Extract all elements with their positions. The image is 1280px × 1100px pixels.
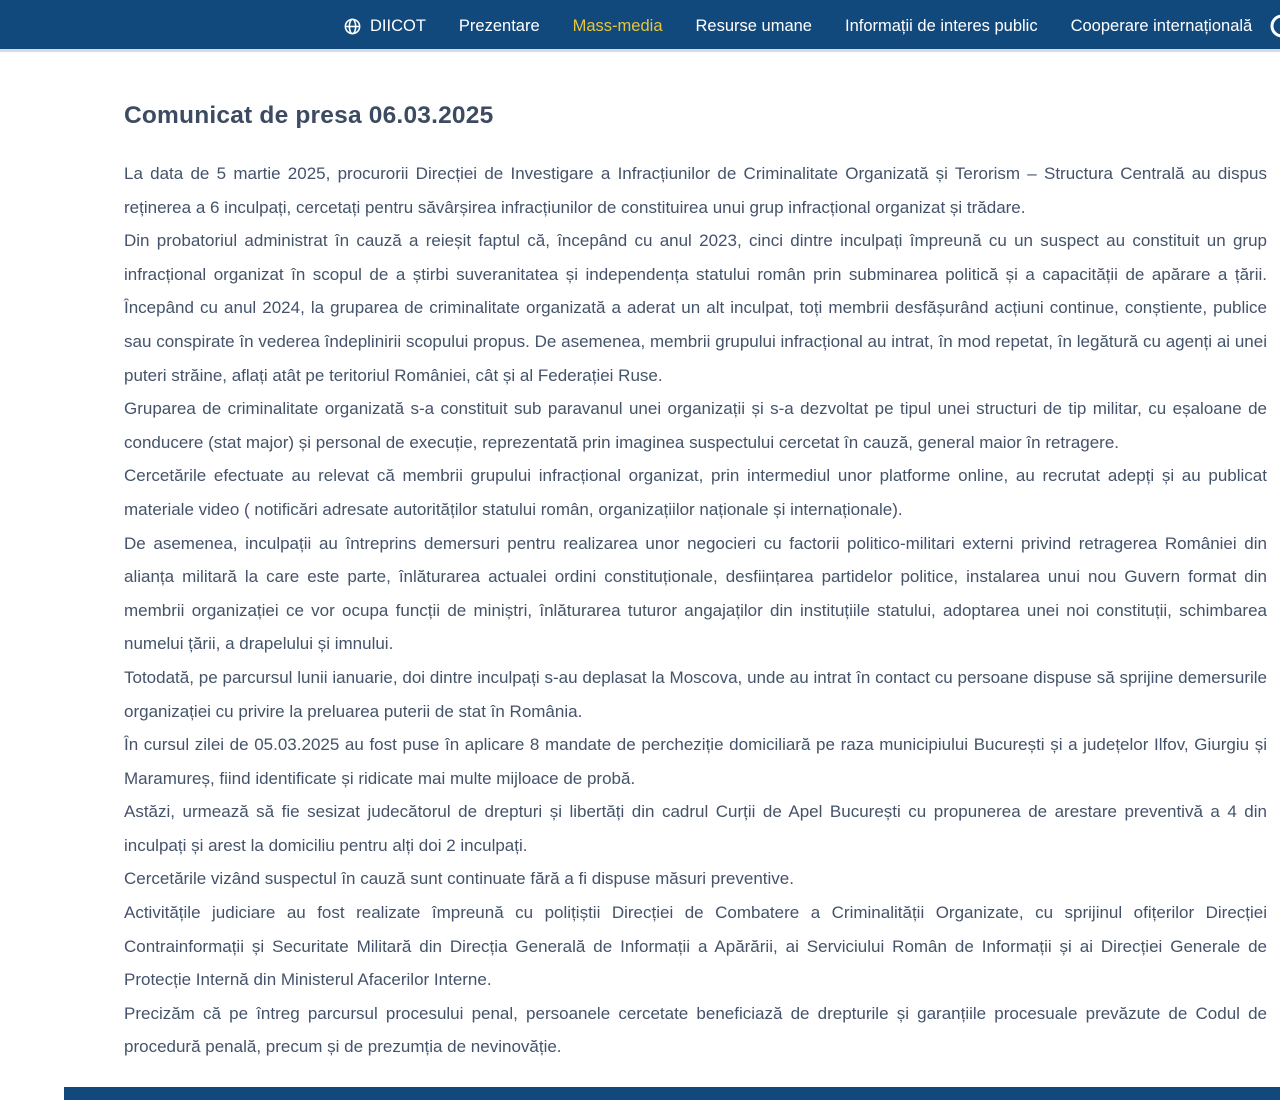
nav-item-label: Cooperare internațională	[1070, 16, 1253, 35]
article-paragraph: Din probatoriul administrat în cauză a reieșit faptul că, începând cu anul 2023, cinci dintre inculpați împreună cu un suspect au constituit un grup infracțional organizat în scopul de a știrbi suveranitatea și independența statului român prin subminarea politică și a capacității de apărare a țării. Începând cu anul 2024, la gruparea de criminalitate organizată a aderat un alt inculpat, toți membrii desfășurând acțiuni continue, conștiente, publice sau conspirate în vederea îndeplinirii scopului propus. De asemenea, membrii grupului infracțional au intrat, în mod repetat, în legătură cu agenți ai unei puteri străine, aflați atât pe teritoriul României, cât și al Federației Ruse.	[124, 231, 1267, 385]
article-paragraph: În cursul zilei de 05.03.2025 au fost puse în aplicare 8 mandate de percheziție domiciliară pe raza municipiului București și a județelor Ilfov, Giurgiu și Maramureș, fiind identificate și ridicate mai multe mijloace de probă.	[124, 735, 1267, 788]
nav-item-mass-media[interactable]	[573, 17, 663, 36]
main-navigation	[343, 0, 1280, 52]
article-paragraph: Cercetările efectuate au relevat că membrii grupului infracțional organizat, prin intermediul unor platforme online, au recrutat adepți și au publicat materiale video ( notificări adresate autorităților statului român, organizațiilor naționale și internaționale).	[124, 466, 1267, 519]
nav-item-informatii-interes-public[interactable]	[845, 17, 1038, 36]
nav-item-resurse-umane[interactable]	[696, 17, 812, 36]
article-paragraph: De asemenea, inculpații au întreprins demersuri pentru realizarea unor negocieri cu factorii politico-militari externi privind retragerea României din alianța militară la care este parte, înlăturarea actualei ordini constituționale, desființarea partidelor politice, instalarea unui nou Guvern format din membrii organizației ce vor ocupa funcții de miniștri, înlăturarea tuturor angajaților din instituțiile statului, adoptarea unei noi constituții, schimbarea numelui țării, a drapelului și imnului.	[124, 533, 1267, 654]
nav-item-label: Informații de interes public	[844, 16, 1038, 35]
article-paragraph: Precizăm că pe întreg parcursul procesului penal, persoanele cercetate beneficiază de drepturile și garanțiile procesuale prevăzute de Codul de procedură penală, precum și de prezumția de nevinovăție.	[124, 1003, 1267, 1057]
article-paragraph: Cercetările vizând suspectul în cauză sunt continuate fără a fi dispuse măsuri preventive.	[124, 869, 794, 889]
nav-item-diicot[interactable]	[343, 17, 426, 36]
partial-circle-icon[interactable]	[1269, 13, 1280, 39]
top-navbar	[0, 0, 1280, 52]
nav-item-label: DIICOT	[370, 16, 426, 35]
article-paragraph: Totodată, pe parcursul lunii ianuarie, doi dintre inculpați s-au deplasat la Moscova, unde au intrat în contact cu persoane dispuse să sprijine demersurile organizației cu privire la preluarea puterii de stat în România.	[124, 667, 1267, 721]
nav-item-label: Mass-media	[572, 16, 663, 35]
nav-item-cooperare-internationala[interactable]	[1071, 17, 1253, 36]
article-paragraph: Activitățile judiciare au fost realizate împreună cu polițiștii Direcției de Combatere a Criminalității Organizate, cu sprijinul ofițerilor Direcției Contrainformații și Securitate Militară din Direcția Generală de Informații a Apărării, ai Serviciului Român de Informații și ai Direcției Generale de Protecție Internă din Ministerul Afacerilor Interne.	[124, 903, 1267, 990]
footer-bar	[64, 1087, 1280, 1100]
article-paragraph: La data de 5 martie 2025, procurorii Direcției de Investigare a Infracțiunilor de Criminalitate Organizată și Terorism – Structura Centrală au dispus reținerea a 6 inculpați, cercetați pentru săvârșirea infracțiunilor de constituirea unui grup infracțional organizat și trădare.	[124, 164, 1267, 217]
nav-item-prezentare[interactable]	[459, 17, 540, 36]
press-release-article	[124, 102, 1267, 1064]
nav-item-label: Resurse umane	[695, 16, 812, 35]
article-paragraph: Astăzi, urmează să fie sesizat judecătorul de drepturi și libertăți din cadrul Curții de Apel București cu propunerea de arestare preventivă a 4 din inculpați și arest la domiciliu pentru alți doi 2 inculpați.	[124, 802, 1267, 855]
globe-icon	[343, 17, 362, 36]
page-title: Comunicat de presa 06.03.2025	[124, 102, 494, 129]
nav-item-label: Prezentare	[458, 16, 540, 35]
article-paragraph: Gruparea de criminalitate organizată s-a constituit sub paravanul unei organizații și s-a dezvoltat pe tipul unei structuri de tip militar, cu eșaloane de conducere (stat major) și personal de execuție, reprezentată prin imaginea suspectului cercetat în cauză, general maior în retragere.	[124, 399, 1267, 452]
